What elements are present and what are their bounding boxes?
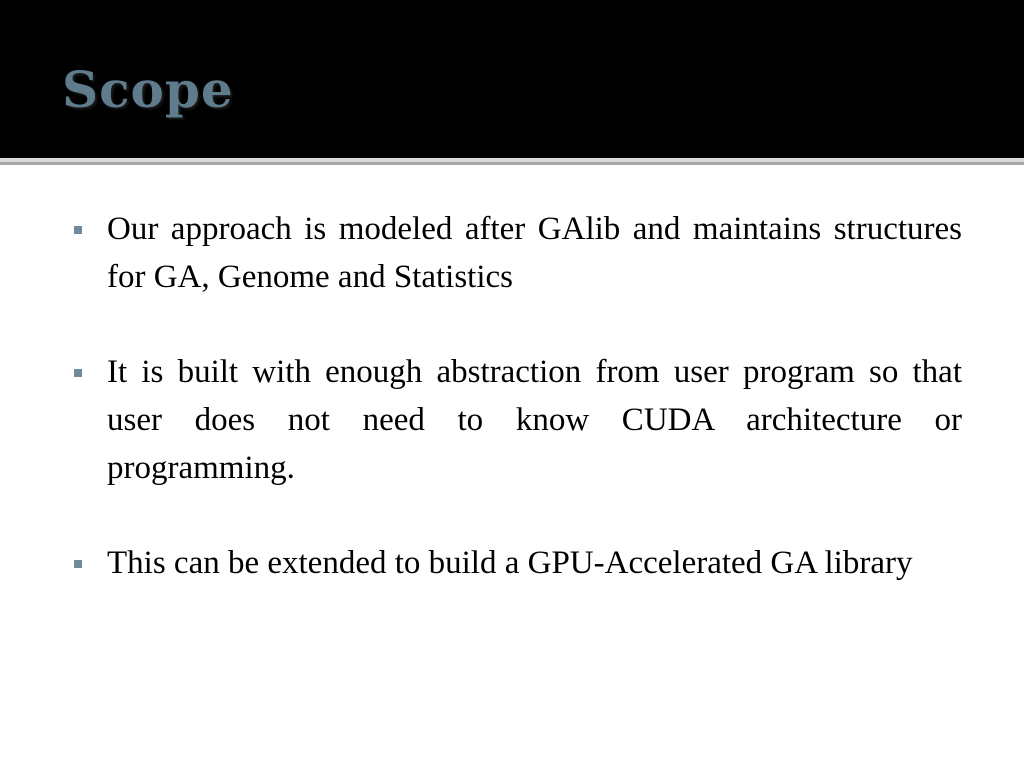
title-divider-shadow <box>0 162 1024 165</box>
square-bullet-icon <box>74 226 82 234</box>
slide-title: Scope <box>62 60 234 119</box>
square-bullet-icon <box>74 560 82 568</box>
bullet-text: It is built with enough abstraction from user program so that user does not need to know CUDA architecture or programming. <box>107 354 962 486</box>
bullet-item <box>72 539 962 587</box>
bullet-list <box>72 205 962 634</box>
square-bullet-icon <box>74 369 82 377</box>
bullet-text: This can be extended to build a GPU-Accelerated GA library <box>107 545 913 581</box>
bullet-item <box>72 348 962 492</box>
bullet-text: Our approach is modeled after GAlib and maintains structures for GA, Genome and Statistics <box>107 211 962 295</box>
title-bar <box>0 0 1024 158</box>
bullet-item <box>72 205 962 301</box>
